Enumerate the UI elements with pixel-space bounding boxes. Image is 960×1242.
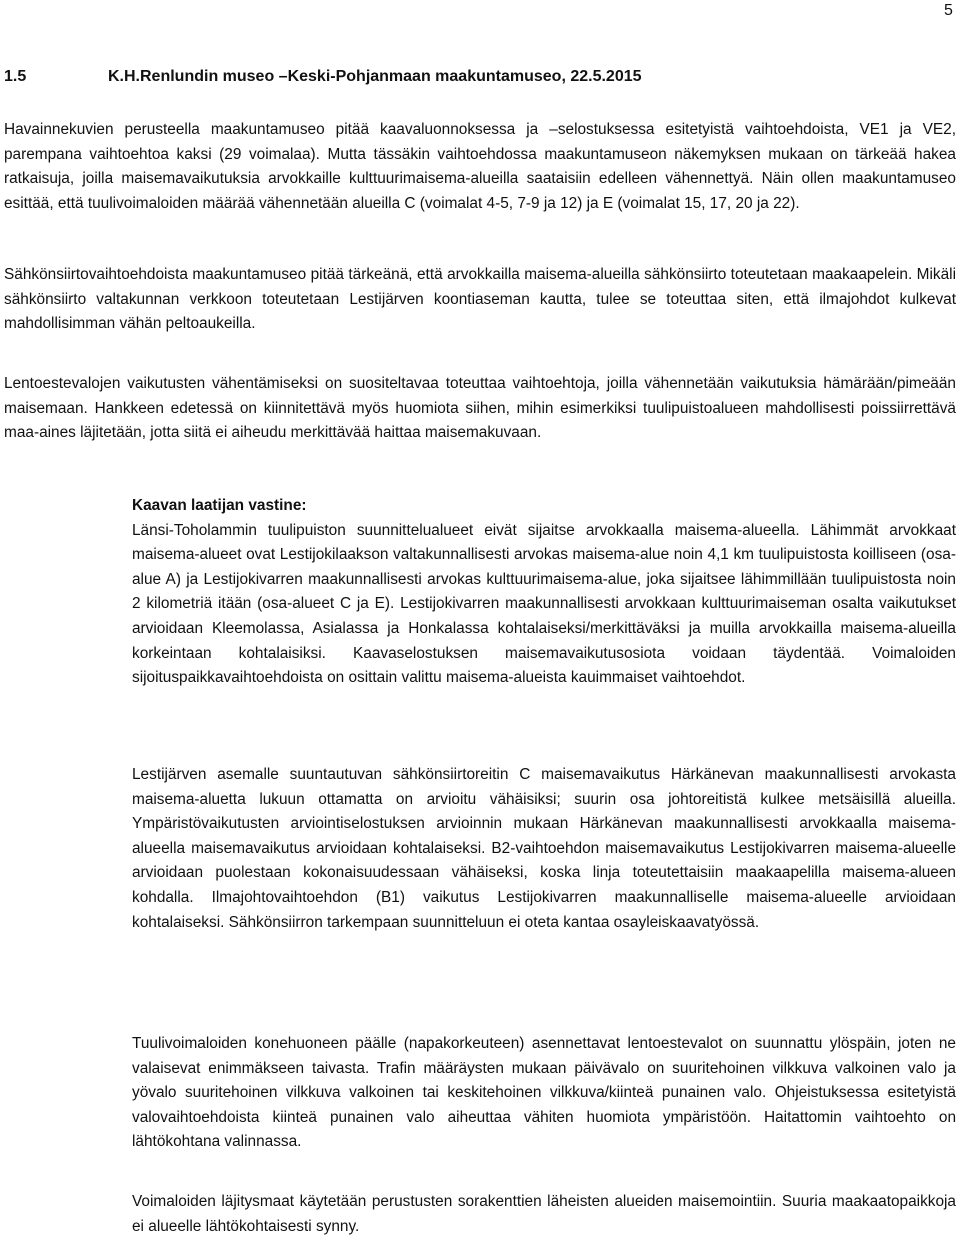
response-heading: Kaavan laatijan vastine: xyxy=(132,497,307,514)
museum-paragraph-3: Lentoestevalojen vaikutusten vähentämiseksi on suositeltavaa toteuttaa vaihtoehtoja, joilla vähennetään vaikutuksia hämärään/pimeään maisemaan. Hankkeen edetessä on kiinnitettävä myös huomiota siihen, mihin esimerkiksi tuulipuistoalueen mahdollisesti poissiirrettävä maa-aines läjitetään, jotta siitä ei aiheudu merkittävää haittaa maisemakuvaan. xyxy=(4,375,956,442)
response-paragraph-3: Tuulivoimaloiden konehuoneen päälle (napakorkeuteen) asennettavat lentoestevalot on suunnattu ylöspäin, joten ne valaisevat enimmäkseen taivasta. Trafin määräysten mukaan päivävalo on suuritehoinen vilkkuva valkoinen valo ja yövalo suuritehoinen vilkkuva valkoinen tai keskitehoinen vilkkuva/kiinteä punainen valo. Ohjeistuksessa esitetyistä valovaihtoehdoista kiinteä punainen valo aiheuttaa vähiten huomiota ympäristöön. Haitattomin vaihtoehto on lähtökohtana valinnassa. xyxy=(132,1035,956,1151)
response-block xyxy=(132,494,956,691)
section-title: K.H.Renlundin museo –Keski-Pohjanmaan maakuntamuseo, 22.5.2015 xyxy=(108,68,642,85)
response-paragraph-4: Voimaloiden läjitysmaat käytetään perustusten sorakenttien läheisten alueiden maisemointiin. Suuria maakaatopaikkoja ei alueelle lähtökohtaisesti synny. xyxy=(132,1193,956,1235)
response-paragraph-2: Lestijärven asemalle suuntautuvan sähkönsiirtoreitin C maisemavaikutus Härkänevan maakunnallisesti arvokasta maisema-aluetta lukuun ottamatta on arvioitu vähäisiksi; suurin osa johtoreitistä kulkee metsäisillä alueilla. Ympäristövaikutusten arviointiselostuksen arvioinnin mukaan Härkänevan maakunnallisesti arvokkaalla maisema-alueella maisemavaikutus arvioidaan kohtalaiseksi. B2-vaihtoehdon maisemavaikutus Lestijokivarren maisema-alueelle arvioidaan puolestaan kokonaisuudessaan vähäiseksi, koska linja toteutettaisiin maakaapelilla maisema-alueen kohdalla. Ilmajohtovaihtoehdon (B1) vaikutus Lestijokivarren maakunnalliselle maisema-alueelle arvioidaan kohtalaiseksi. Sähkönsiirron tarkempaan suunnitteluun ei oteta kantaa osayleiskaavatyössä. xyxy=(132,766,956,931)
museum-paragraph-2: Sähkönsiirtovaihtoehdoista maakuntamuseo pitää tärkeänä, että arvokkailla maisema-alueilla sähkönsiirto toteutetaan maakaapelein. Mikäli sähkönsiirto valtakunnan verkkoon toteutetaan Lestijärven koontiaseman kautta, tulee se toteuttaa siten, että ilmajohdot kulkevat mahdollisimman vähän peltoaukeilla. xyxy=(4,266,956,333)
section-heading xyxy=(4,68,642,86)
page-number: 5 xyxy=(944,2,953,19)
section-number: 1.5 xyxy=(4,68,27,85)
museum-paragraph-1: Havainnekuvien perusteella maakuntamuseo pitää kaavaluonnoksessa ja –selostuksessa esitetyistä vaihtoehdoista, VE1 ja VE2, parempana vaihtoehtoa kaksi (29 voimalaa). Mutta tässäkin vaihtoehdossa maakuntamuseon näkemyksen mukaan on tärkeää hakea ratkaisuja, joilla maisemavaikutuksia arvokkaille kulttuurimaisema-alueilla saataisiin edelleen vähennettyä. Näin ollen maakuntamuseo esittää, että tuulivoimaloiden määrää vähennetään alueilla C (voimalat 4-5, 7-9 ja 12) ja E (voimalat 15, 17, 20 ja 22). xyxy=(4,121,956,212)
response-paragraph-1: Länsi-Toholammin tuulipuiston suunnittelualueet eivät sijaitse arvokkaalla maisema-alueella. Lähimmät arvokkaat maisema-alueet ovat Lestijokilaakson valtakunnallisesti arvokas maisema-alue noin 4,1 km tuulipuistosta koilliseen (osa-alue A) ja Lestijokivarren maakunnallisesti arvokas kulttuurimaisema-alue, joka sijaitsee lähimmillään tuulipuistosta noin 2 kilometriä itään (osa-alueet C ja E). Lestijokivarren maakunnallisesti arvokkaan kulttuurimaiseman osalta vaikutukset arvioidaan Kleemolassa, Asialassa ja Honkalassa kohtalaiseksi/merkittäväksi ja muilla arvokkailla maisema-alueilla korkeintaan kohtalaisiksi. Kaavaselostuksen maisemavaikutusosiota voidaan täydentää. Voimaloiden sijoituspaikkavaihtoehdoista on osittain valittu maisema-alueista kauimmaiset vaihtoehdot. xyxy=(132,521,956,687)
